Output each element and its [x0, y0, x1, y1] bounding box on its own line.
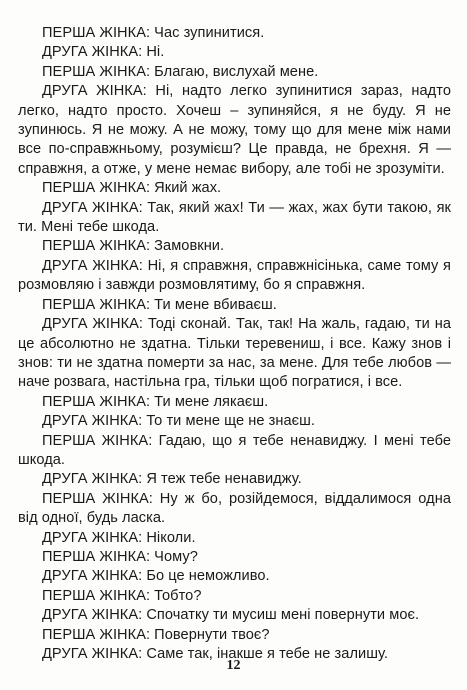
dialogue-line: ДРУГА ЖІНКА: Ні, я справжня, справжнісінька, саме тому я розмовляю і завжди розмовлятиму, бо я справжня. — [18, 257, 451, 294]
dialogue-line: ДРУГА ЖІНКА: Я теж тебе ненавиджу. — [42, 471, 302, 488]
dialogue-line: ПЕРША ЖІНКА: Замовкни. — [42, 238, 225, 255]
dialogue-line: ПЕРША ЖІНКА: Ну ж бо, розійдемося, віддалимося одна від одної, будь ласка. — [18, 490, 451, 527]
dialogue-line: ДРУГА ЖІНКА: Так, який жах! Ти — жах, жах бути такою, як ти. Мені тебе шкода. — [18, 199, 451, 236]
dialogue-line: ДРУГА ЖІНКА: Ні, надто легко зупинитися зараз, надто легко, надто просто. Хочеш – зупиняйся, я не буду. Я не зупинюсь. Я не можу. А не можу, тому що для мене між нами все по-справжньому, розумієш? Це правда, не брехня. Я — справжня, а отже, у мене немає вибору, але тобі не зрозуміти. — [18, 83, 451, 177]
dialogue-line: ДРУГА ЖІНКА: Тоді сконай. Так, так! На жаль, гадаю, ти на це абсолютно не здатна. Тільки теревениш, і все. Кажу знов і знов: ти не здатна померти за нас, за мене. Для тебе любов — наче розвага, настільна гра, тільки щоб погратися, і все. — [18, 316, 451, 391]
dialogue-line: ПЕРША ЖІНКА: Час зупинитися. — [42, 25, 265, 41]
dialogue-line: ПЕРША ЖІНКА: Чому? — [42, 548, 198, 565]
dialogue-line: ПЕРША ЖІНКА: Гадаю, що я тебе ненавиджу. І мені тебе шкода. — [18, 432, 451, 468]
dialogue-line: ПЕРША ЖІНКА: Ти мене вбиваєш. — [42, 296, 277, 313]
dialogue-line: ДРУГА ЖІНКА: Ніколи. — [42, 529, 196, 546]
dialogue-line: ДРУГА ЖІНКА: Ні. — [42, 44, 165, 61]
page-number: 12 — [226, 658, 241, 673]
dialogue-line: ДРУГА ЖІНКА: Бо це неможливо. — [42, 568, 270, 585]
dialogue-line: ПЕРША ЖІНКА: Благаю, вислухай мене. — [42, 63, 319, 80]
dialogue-line: ПЕРША ЖІНКА: Ти мене лякаєш. — [42, 393, 269, 410]
dialogue-line: ПЕРША ЖІНКА: Який жах. — [42, 180, 222, 197]
dialogue-line: ПЕРША ЖІНКА: Тобто? — [42, 587, 202, 604]
dialogue-line: ДРУГА ЖІНКА: То ти мене ще не знаєш. — [42, 413, 316, 430]
dialogue-text — [18, 24, 451, 664]
dialogue-line: ПЕРША ЖІНКА: Повернути твоє? — [42, 626, 270, 643]
dialogue-line: ДРУГА ЖІНКА: Саме так, інакше я тебе не залишу. — [42, 646, 388, 662]
dialogue-line: ДРУГА ЖІНКА: Спочатку ти мусиш мені повернути моє. — [42, 607, 420, 624]
